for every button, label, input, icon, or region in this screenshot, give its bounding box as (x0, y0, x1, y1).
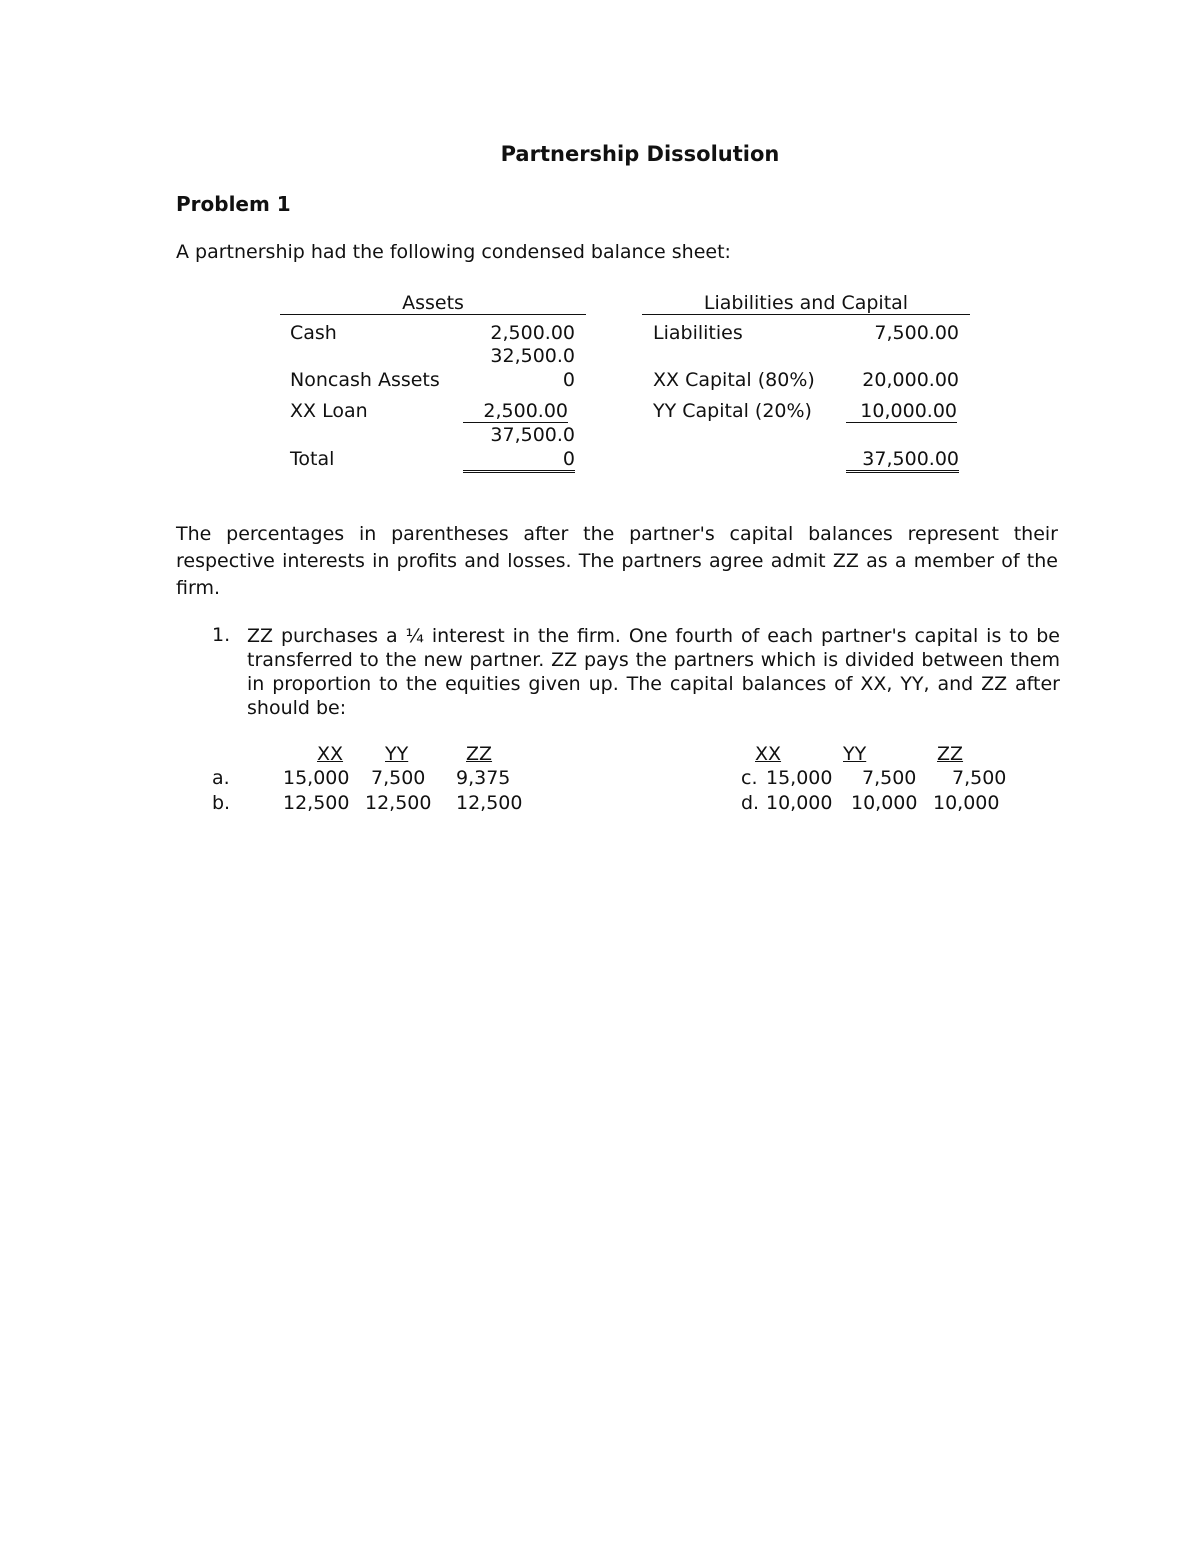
question-number: 1. (212, 624, 231, 646)
choice-d-yy: 10,000 (851, 792, 918, 814)
asset-label: Total (290, 448, 335, 470)
choice-header-yy: YY (843, 743, 867, 765)
problem-heading: Problem 1 (176, 192, 291, 216)
choice-b-label: b. (212, 792, 231, 814)
asset-value-top: 32,500.0 (490, 345, 575, 367)
choice-d-xx: 10,000 (766, 792, 833, 814)
asset-value: 2,500.00 (463, 400, 568, 423)
liability-label: Liabilities (653, 322, 743, 344)
choice-b-zz: 12,500 (456, 792, 523, 814)
choice-header-xx: XX (755, 743, 782, 765)
choice-c-xx: 15,000 (766, 767, 833, 789)
liabilities-header: Liabilities and Capital (642, 292, 970, 315)
choice-d-zz: 10,000 (933, 792, 1000, 814)
choice-c-zz: 7,500 (952, 767, 1007, 789)
choice-header-yy: YY (385, 743, 409, 765)
choice-a-label: a. (212, 767, 230, 789)
intro-text: A partnership had the following condensed balance sheet: (176, 241, 731, 263)
page-title: Partnership Dissolution (500, 142, 780, 166)
liability-value: 20,000.00 (862, 369, 959, 391)
asset-value-top: 37,500.0 (490, 424, 575, 446)
asset-value: 2,500.00 (490, 322, 575, 344)
choice-header-xx: XX (317, 743, 344, 765)
liability-total-value: 37,500.00 (846, 448, 959, 473)
liability-label: YY Capital (20%) (653, 400, 812, 422)
choice-header-zz: ZZ (937, 743, 964, 765)
choice-b-yy: 12,500 (365, 792, 432, 814)
choice-d-label: d. (741, 792, 760, 814)
asset-label: Cash (290, 322, 337, 344)
liability-value: 7,500.00 (874, 322, 959, 344)
choice-a-zz: 9,375 (456, 767, 511, 789)
description-paragraph: The percentages in parentheses after the partner's capital balances represent their respective interests in profits and losses. The partners agree admit ZZ as a member of the firm. (176, 523, 1058, 599)
asset-label: XX Loan (290, 400, 368, 422)
assets-header: Assets (280, 292, 586, 315)
liability-label: XX Capital (80%) (653, 369, 815, 391)
asset-value-bottom: 0 (562, 369, 575, 391)
choice-c-yy: 7,500 (862, 767, 917, 789)
liability-value: 10,000.00 (846, 400, 957, 423)
asset-total-value: 0 (463, 448, 575, 473)
choice-header-zz: ZZ (466, 743, 493, 765)
choice-a-xx: 15,000 (283, 767, 350, 789)
question-text: ZZ purchases a ¼ interest in the firm. One fourth of each partner's capital is to be transferred to the new partner. ZZ pays the partners which is divided between them in proportion to the equities given up. The capital balances of XX, YY, and ZZ after should be: (247, 625, 1060, 719)
choice-a-yy: 7,500 (371, 767, 426, 789)
choice-b-xx: 12,500 (283, 792, 350, 814)
choice-c-label: c. (741, 767, 758, 789)
asset-label: Noncash Assets (290, 369, 440, 391)
